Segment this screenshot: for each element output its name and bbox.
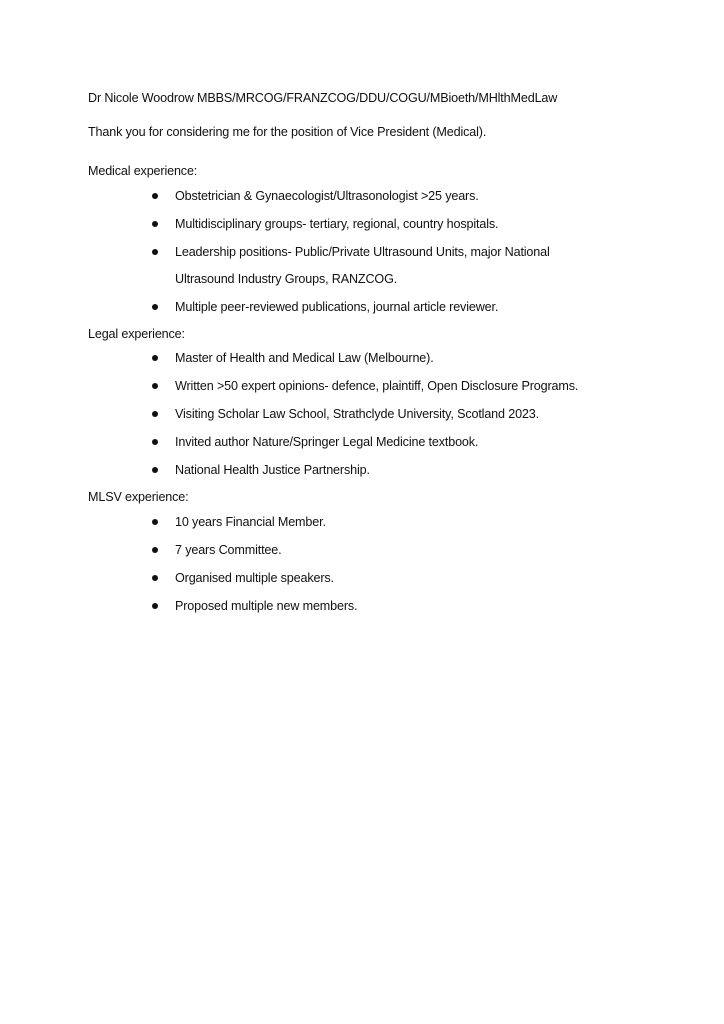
- list-item-text: 7 years Committee.: [175, 543, 282, 557]
- list-item-text: Multidisciplinary groups- tertiary, regional, country hospitals.: [175, 217, 499, 231]
- list-item-text: Organised multiple speakers.: [175, 571, 334, 585]
- list-item: [0, 462, 724, 478]
- bullet-icon: [152, 519, 158, 525]
- section-heading-legal: Legal experience:: [88, 327, 185, 341]
- list-item-text: Invited author Nature/Springer Legal Medicine textbook.: [175, 435, 479, 449]
- bullet-icon: [152, 383, 158, 389]
- list-item: [0, 598, 724, 614]
- list-item-text: Visiting Scholar Law School, Strathclyde University, Scotland 2023.: [175, 407, 539, 421]
- list-item: [0, 514, 724, 530]
- list-item-text: Obstetrician & Gynaecologist/Ultrasonologist >25 years.: [175, 189, 479, 203]
- list-item: [0, 350, 724, 366]
- medical-experience-list: [0, 188, 724, 315]
- bullet-icon: [152, 355, 158, 361]
- list-item: [0, 570, 724, 586]
- list-item-text: National Health Justice Partnership.: [175, 463, 370, 477]
- author-credentials-line: Dr Nicole Woodrow MBBS/MRCOG/FRANZCOG/DDU/COGU/MBioeth/MHlthMedLaw: [88, 91, 558, 105]
- bullet-icon: [152, 603, 158, 609]
- bullet-icon: [152, 304, 158, 310]
- list-item: [0, 299, 724, 315]
- list-item: [0, 542, 724, 558]
- section-heading-medical: Medical experience:: [88, 164, 198, 178]
- list-item-text: Master of Health and Medical Law (Melbourne).: [175, 351, 434, 365]
- list-item: [0, 188, 724, 204]
- bullet-icon: [152, 411, 158, 417]
- list-item: [0, 244, 724, 287]
- list-item: [0, 216, 724, 232]
- bullet-icon: [152, 547, 158, 553]
- bullet-icon: [152, 249, 158, 255]
- bullet-icon: [152, 221, 158, 227]
- list-item-text: Multiple peer-reviewed publications, journal article reviewer.: [175, 300, 499, 314]
- list-item-text: Proposed multiple new members.: [175, 599, 358, 613]
- legal-experience-list: [0, 350, 724, 478]
- intro-sentence: Thank you for considering me for the position of Vice President (Medical).: [88, 125, 487, 139]
- mlsv-experience-list: [0, 514, 724, 614]
- bullet-icon: [152, 193, 158, 199]
- list-item: [0, 434, 724, 450]
- list-item: [0, 406, 724, 422]
- bullet-icon: [152, 439, 158, 445]
- bullet-icon: [152, 575, 158, 581]
- list-item-text: Written >50 expert opinions- defence, plaintiff, Open Disclosure Programs.: [175, 379, 579, 393]
- list-item-text: 10 years Financial Member.: [175, 515, 326, 529]
- list-item-text: Leadership positions- Public/Private Ultrasound Units, major National: [175, 245, 550, 259]
- list-item: [0, 378, 724, 394]
- section-heading-mlsv: MLSV experience:: [88, 490, 189, 504]
- bullet-icon: [152, 467, 158, 473]
- list-item-text-continued: Ultrasound Industry Groups, RANZCOG.: [175, 272, 398, 286]
